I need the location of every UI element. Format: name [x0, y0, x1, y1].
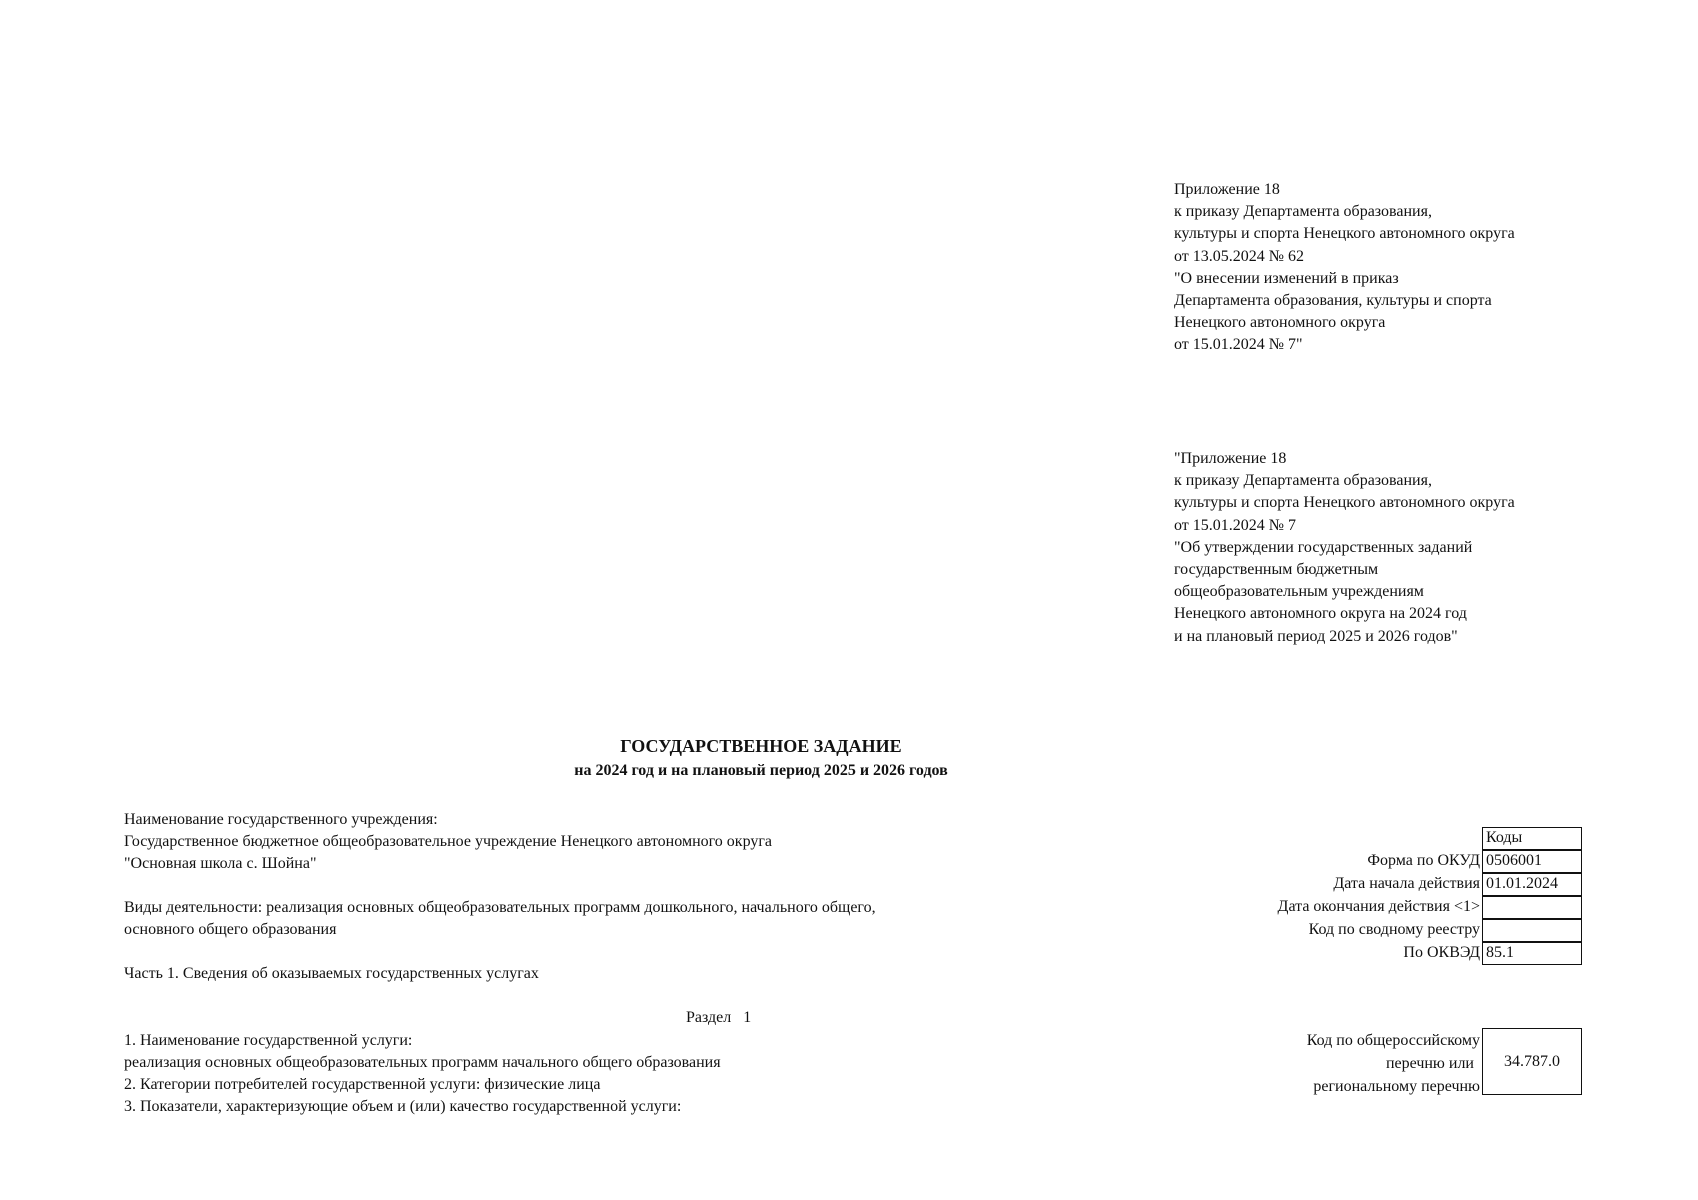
appendix-second-line: и на плановый период 2025 и 2026 годов"	[1174, 627, 1458, 645]
appendix-second-line: государственным бюджетным	[1174, 561, 1379, 579]
appendix-second-line: "Приложение 18	[1174, 450, 1287, 467]
institution-name: Государственное бюджетное общеобразовательное учреждение Ненецкого автономного округа	[124, 833, 773, 850]
appendix-second-line: общеобразовательным учреждениям	[1174, 583, 1424, 601]
service-name-label: 1. Наименование государственной услуги:	[124, 1032, 413, 1049]
appendix-top-line: "О внесении изменений в приказ	[1174, 269, 1399, 287]
codes-row-label: По ОКВЭД	[1403, 944, 1480, 961]
registry-code-label: перечню или	[1385, 1055, 1474, 1072]
document-subtitle: на 2024 год и на плановый период 2025 и 2026 годов	[574, 762, 948, 779]
institution-name-short: "Основная школа с. Шойна"	[124, 855, 317, 872]
codes-row-label: Форма по ОКУД	[1367, 852, 1480, 869]
appendix-second-line: от 15.01.2024 № 7	[1174, 516, 1297, 534]
codes-header: Коды	[1482, 827, 1582, 850]
appendix-top-line: от 15.01.2024 № 7"	[1174, 336, 1303, 354]
appendix-top-line: к приказу Департамента образования,	[1174, 203, 1432, 221]
section-heading: Раздел 1	[686, 1009, 752, 1026]
appendix-second-line: "Об утверждении государственных заданий	[1174, 538, 1473, 556]
institution-label: Наименование государственного учреждения:	[124, 811, 438, 828]
codes-row-label: Код по сводному реестру	[1308, 921, 1480, 938]
activity-types-cont: основного общего образования	[124, 921, 337, 938]
codes-row-value: 0506001	[1482, 850, 1582, 873]
consumer-categories: 2. Категории потребителей государственной услуги: физические лица	[124, 1076, 601, 1093]
appendix-top-line: Приложение 18	[1174, 181, 1280, 198]
appendix-top-line: культуры и спорта Ненецкого автономного округа	[1174, 225, 1515, 243]
registry-code-label: региональному перечню	[1313, 1078, 1480, 1095]
codes-row-value	[1482, 919, 1582, 942]
codes-row-label: Дата начала действия	[1333, 875, 1480, 892]
codes-row-value: 01.01.2024	[1482, 873, 1582, 896]
appendix-second-line: к приказу Департамента образования,	[1174, 472, 1432, 490]
appendix-second	[1174, 448, 1515, 648]
codes-row-value: 85.1	[1482, 942, 1582, 965]
part-heading: Часть 1. Сведения об оказываемых государственных услугах	[124, 965, 539, 982]
activity-types: Виды деятельности: реализация основных общеобразовательных программ дошкольного, начального общего,	[124, 899, 876, 916]
indicators-heading: 3. Показатели, характеризующие объем и (или) качество государственной услуги:	[124, 1098, 682, 1115]
registry-code-label: Код по общероссийскому	[1306, 1032, 1480, 1049]
appendix-top-line: от 13.05.2024 № 62	[1174, 247, 1305, 265]
codes-row-label: Дата окончания действия <1>	[1277, 898, 1480, 915]
appendix-second-line: Ненецкого автономного округа на 2024 год	[1174, 605, 1467, 623]
appendix-top-line: Ненецкого автономного округа	[1174, 314, 1386, 332]
registry-code-value: 34.787.0	[1482, 1028, 1582, 1095]
codes-row-value	[1482, 896, 1582, 919]
appendix-top	[1174, 179, 1515, 357]
appendix-top-line: Департамента образования, культуры и спорта	[1174, 292, 1492, 310]
service-name-value: реализация основных общеобразовательных программ начального общего образования	[124, 1054, 721, 1071]
appendix-second-line: культуры и спорта Ненецкого автономного округа	[1174, 494, 1515, 512]
document-title: ГОСУДАРСТВЕННОЕ ЗАДАНИЕ	[620, 736, 902, 756]
